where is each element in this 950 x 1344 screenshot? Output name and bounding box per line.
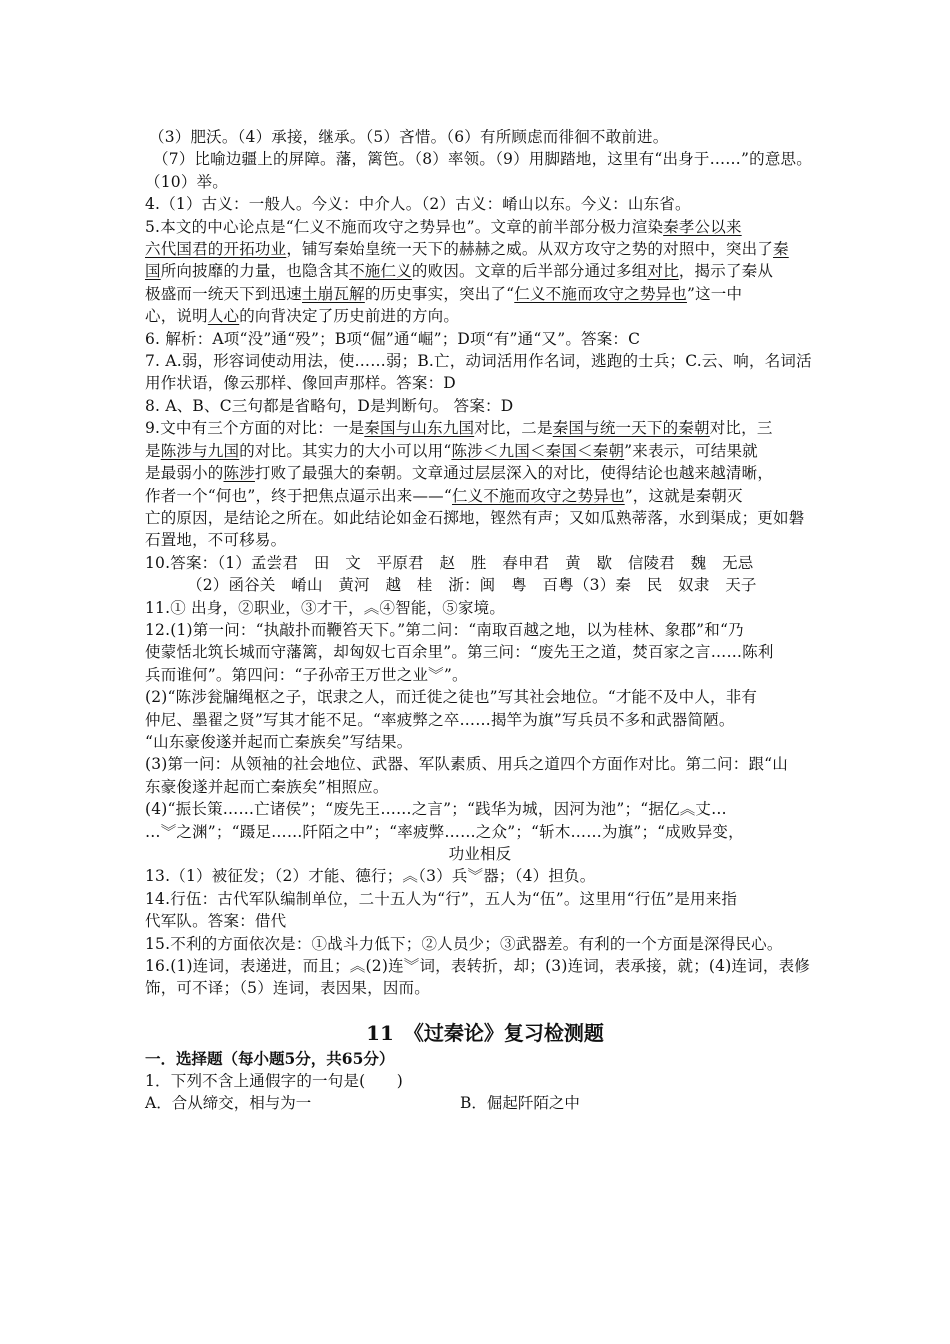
answer-5-underline: 六代国君的开拓功业 — [145, 240, 287, 259]
answer-9-underline: 陈涉 — [223, 464, 255, 483]
answer-9-text: 作者一个“何也”，终于把焦点逼示出来——“ — [145, 486, 452, 505]
answer-5-line-1 — [145, 216, 815, 238]
answer-9-text: ”来表示，可结果就 — [624, 441, 758, 460]
question-1: 1．下列不含上通假字的一句是( ) — [145, 1071, 404, 1090]
answer-5-text: ”这一中 — [686, 284, 743, 303]
answer-4: 4.（1）古义：一般人。今义：中介人。（2）古义：崤山以东。今义：山东省。 — [145, 195, 691, 214]
answer-11: 11.① 出身，②职业，③才干，︽④智能，⑤家境。 — [145, 598, 506, 617]
answer-5-text: 极盛而一统天下到迅速 — [145, 284, 303, 303]
answer-5-text: 所向披靡的力量，也隐含其 — [160, 262, 350, 281]
answer-3-line-2: （7）比喻边疆上的屏障。藩，篱笆。（8）率领。（9）用脚踏地，这里有“出身于……”的意思。 — [153, 150, 812, 169]
answer-9-text: 对比，三 — [709, 419, 773, 438]
answer-10-line-1: 10.答案：（1）孟尝君 田 文 平原君 赵 胜 春申君 黄 歇 信陵君 魏 无忌 — [145, 553, 754, 572]
answer-14-line-2: 代军队。答案：借代 — [145, 912, 287, 931]
option-a: A．合从缔交，相与为一 — [145, 1094, 312, 1113]
answer-9-underline: 秦国与统一天下的秦朝 — [552, 419, 710, 438]
answer-9-text: 对比，二是 — [474, 419, 553, 438]
answer-12-line-6: “山东豪俊遂并起而亡秦族矣”写结果。 — [145, 732, 413, 751]
answer-16-line-1: 16.(1)连词，表递进，而且；︽(2)连︾词，表转折，却；(3)连词，表承接，就；(4)连词，表修 — [145, 957, 810, 976]
answer-9-text: 是 — [145, 441, 161, 460]
answer-5-text: ，揭示了秦从 — [678, 262, 774, 281]
answer-5-line-4 — [145, 283, 815, 305]
answer-9-line-6: 石置地，不可移易。 — [145, 531, 287, 550]
answer-5-text: 的败因。文章的后半部分通过多组 — [411, 262, 648, 281]
answer-9-line-5: 亡的原因，是结论之所在。如此结论如金石掷地，铿然有声；又如瓜熟蒂落，水到渠成；更如磐 — [145, 508, 805, 527]
answer-3-line-3: （10）举。 — [145, 172, 228, 191]
answer-5-underline: 不施仁义 — [349, 262, 412, 281]
answer-12-line-2: 使蒙恬北筑长城而守藩篱，却匈奴七百余里”。第三问：“废先王之道，焚百家之言……陈利 — [145, 643, 774, 662]
answer-5-text: 心，说明 — [145, 307, 208, 326]
answer-5-underline: 人心 — [207, 307, 240, 326]
answer-9-text: 是最弱小的 — [145, 464, 224, 483]
answer-14-line-1: 14.行伍：古代军队编制单位，二十五人为“行”，五人为“伍”。这里用“行伍”是用来指 — [145, 889, 738, 908]
answer-content — [145, 126, 815, 1114]
answer-5-text: ，铺写秦始皇统一天下的赫赫之威。从双方攻守之势的对照中，突出了 — [286, 240, 774, 259]
answer-9-underline: 陈涉与九国 — [160, 441, 240, 460]
answer-9-underline: 秦国与山东九国 — [364, 419, 475, 438]
answer-9-line-1 — [145, 417, 815, 439]
answer-6: 6. 解析：A项“没”通“殁”；B项“倔”通“崛”；D项“有”通“又”。答案：C — [145, 329, 641, 348]
answer-12-line-3: 兵而谁何”。第四问：“子孙帝王万世之业︾”。 — [145, 665, 468, 684]
answer-5-underline: 秦 — [773, 240, 789, 259]
answer-5-underline: 土崩瓦解 — [302, 284, 365, 303]
answer-5-underline: 国 — [145, 262, 161, 281]
answer-7-line-1: 7. A.弱，形容词使动用法，使……弱；B.亡，动词活用作名词，逃跑的士兵；C.云、响，名词活 — [145, 352, 812, 371]
option-b: B．倔起阡陌之中 — [460, 1094, 580, 1113]
answer-7-line-2: 用作状语，像云那样、像回声那样。答案：D — [145, 374, 456, 393]
answer-3-line-1: （3）肥沃。（4）承接，继承。（5）吝惜。（6）有所顾虑而徘徊不敢前进。 — [149, 128, 669, 146]
answer-5-text: 的历史事实，突出了“ — [364, 284, 515, 303]
answer-5-line-5 — [145, 305, 815, 327]
answer-12-line-4: (2)“陈涉瓮牖绳枢之子，氓隶之人，而迁徙之徒也”写其社会地位。“才能不及中人，非有 — [145, 688, 758, 707]
answer-9-line-4 — [145, 485, 815, 507]
section-heading: 一．选择题（每小题5分，共65分） — [145, 1048, 395, 1068]
answer-5-line-3 — [145, 260, 815, 282]
answer-12-line-5: 仲尼、墨翟之贤”写其才能不足。“率疲弊之卒……揭竿为旗”写兵员不多和武器简陋。 — [145, 710, 735, 729]
answer-9-line-2 — [145, 440, 815, 462]
answer-5-line-2 — [145, 238, 815, 260]
answer-9-line-3 — [145, 462, 815, 484]
answer-5-text: 5.本文的中心论点是“仁义不施而攻守之势异也”。文章的前半部分极力渲染 — [145, 217, 664, 236]
answer-9-text: 9.文中有三个方面的对比：一是 — [145, 419, 365, 438]
answer-12-line-7: (3)第一问：从领袖的社会地位、武器、军队素质、用兵之道四个方面作对比。第二问：跟“山 — [145, 755, 788, 774]
answer-12-line-8: 东豪俊遂并起而亡秦族矣”相照应。 — [145, 777, 389, 796]
answer-9-underline: 仁义不施而攻守之势异也 — [451, 486, 625, 505]
answer-9-text: ”，这就是秦朝灭 — [624, 486, 743, 505]
question-1-options — [145, 1092, 815, 1114]
answer-12-line-1: 12.(1)第一问：“执敲扑而鞭笞天下。”第二问：“南取百越之地，以为桂林、象郡”和“乃 — [145, 620, 744, 639]
answer-8: 8. A、B、C三句都是省略句，D是判断句。 答案：D — [145, 396, 514, 415]
answer-9-text: 的对比。其实力的大小可以用“ — [239, 441, 452, 460]
answer-9-underline: 陈涉＜九国＜秦国＜秦朝 — [451, 441, 625, 460]
answer-5-underline: 秦孝公以来 — [663, 217, 742, 236]
answer-12-line-10: …︾之渊”；“蹑足……阡陌之中”；“率疲弊……之众”；“斩木……为旗”；“成败异变， — [145, 822, 744, 841]
answer-16-line-2: 饰，可不译；（5）连词，表因果，因而。 — [145, 979, 430, 998]
answer-5-text: 的向背决定了历史前进的方向。 — [239, 307, 460, 326]
answer-10-line-2: （2）函谷关 崤山 黄河 越 桂 浙：闽 粤 百粤（3）秦 民 奴隶 天子 — [187, 576, 757, 595]
test-title: 11 《过秦论》复习检测题 — [366, 1020, 604, 1045]
answer-12-line-9: (4)“振长策……亡诸侯”；“废先王……之言”；“践华为城，因河为池”；“据亿︽丈… — [145, 800, 727, 819]
answer-12-line-11: 功业相反 — [448, 845, 512, 863]
answer-5-underline: 仁义不施而攻守之势异也 — [514, 284, 687, 303]
answer-15: 15.不利的方面依次是：①战斗力低下；②人员少；③武器差。有利的一个方面是深得民心。 — [145, 934, 783, 953]
answer-5-underline: 对比 — [647, 262, 679, 281]
answer-9-text: 打败了最强大的秦朝。文章通过层层深入的对比，使得结论也越来越清晰， — [254, 464, 774, 483]
answer-13: 13.（1）被征发；（2）才能、德行；︽（3）兵︾器；（4）担负。 — [145, 867, 596, 886]
